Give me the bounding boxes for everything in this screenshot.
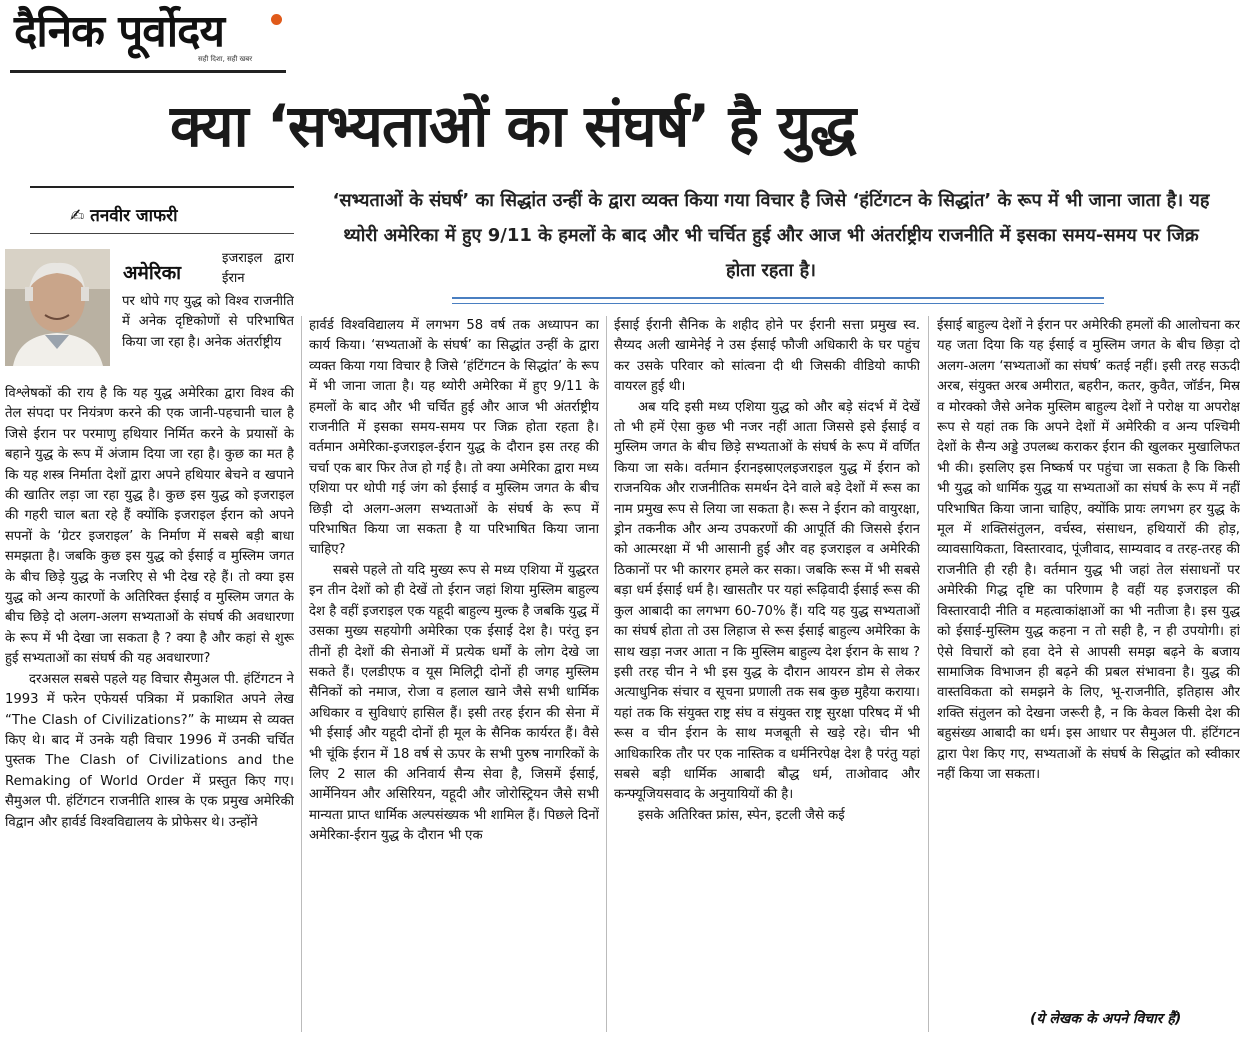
byline-divider-bottom [30, 233, 294, 234]
deck-rule [452, 297, 1104, 299]
paragraph: ईसाई बाहुल्य देशों ने ईरान पर अमेरिकी हमलों की आलोचना कर यह जता दिया कि यह ईसाई व मुस्लिम जगत के बीच छिड़ा दो अलग-अलग ‘सभ्यताओं का संघर्ष’ कतई नहीं। इसी तरह सऊदी अरब, संयुक्त अरब अमीरात, बहरीन, कतर, कुवैत, जॉर्डन, मिस्र व मोरक्को जैसे अनेक मुस्लिम बाहुल्य देशों ने परोक्ष या अपरोक्ष रूप से यहां तक कि अपने देशों में अमेरिकी व अन्य पश्चिमी देशों के सैन्य अड्डे उपलब्ध कराकर ईरान की खुलकर मुखालिफत भी की। इसलिए इस निष्कर्ष पर पहुंचा जा सकता है कि किसी भी युद्ध को धार्मिक युद्ध या सभ्यताओं का संघर्ष के रूप में नहीं परिभाषित किया जाना चाहिए, क्योंकि प्रायः लगभग हर युद्ध के मूल में शक्तिसंतुलन, वर्चस्व, संसाधन, हथियारों की होड़, व्यावसायिकता, विस्तारवाद, पूंजीवाद, साम्यवाद व तरह-तरह की राजनीति ही रही है। वर्तमान युद्ध भी जहां तेल संसाधनों पर अमेरिकी गिद्ध दृष्टि का परिणाम है वहीं यह इजराइल की विस्तारवादी नीति व महत्वाकांक्षाओं का भी नतीजा है। इस युद्ध को ईसाई-मुस्लिम युद्ध कहना न तो सही है, न ही उपयोगी। हां ऐसे विचारों को हवा देने से आपसी समझ बढ़ने के बजाय सामाजिक विभाजन ही बढ़ने की प्रबल संभावना है। युद्ध की वास्तविकता को समझने के लिए, भू-राजनीति, इतिहास और शक्ति संतुलन को देखना जरूरी है, न कि केवल किसी देश की बहुसंख्य आबादी का धर्म। इस आधार पर सैमुअल पी. हंटिंगटन द्वारा पेश किए गए, सभ्यताओं के संघर्ष के सिद्धांत को स्वीकार नहीं किया जा सकता। [937, 318, 1240, 782]
paragraph: हार्वर्ड विश्वविद्यालय में लगभग 58 वर्ष तक अध्यापन का कार्य किया। ‘सभ्यताओं के संघर्ष’ का सिद्धांत उन्हीं के द्वारा व्यक्त किया गया विचार है जिसे ‘हंटिंगटन के सिद्धांत’ के रूप में भी जाना जाता है। यह थ्योरी अमेरिका में हुए 9/11 के हमलों के बाद और भी चर्चित हुई और आज भी अंतर्राष्ट्रीय राजनीति में इसका समय-समय पर जिक्र होता रहता है। वर्तमान अमेरिका-इजराइल-ईरान युद्ध के दौरान इस तरह की चर्चा एक बार फिर तेज हो गई है। तो क्या अमेरिका द्वारा मध्य एशिया पर थोपी गई जंग को ईसाई व मुस्लिम जगत के बीच छिड़ी दो अलग-अलग सभ्यताओं के संघर्ष के रूप में परिभाषित किया जा सकता है या परिभाषित किया जाना चाहिए? [309, 318, 599, 558]
column-divider [928, 316, 929, 1032]
byline-divider-top [30, 186, 294, 188]
paragraph: सबसे पहले तो यदि मुख्य रूप से मध्य एशिया में युद्धरत इन तीन देशों को ही देखें तो ईरान जहां शिया मुस्लिम बाहुल्य देश है वहीं इजराइल एक यहूदी बाहुल्य मुल्क है जबकि युद्ध में उसका मुख्य सहयोगी अमेरिका एक ईसाई देश है। परंतु इन तीनों ही देशों की सेनाओं में प्रत्येक धर्मों के लोग देखे जा सकते हैं। एलडीएफ व यूस मिलिट्री दोनों ही जगह मुस्लिम सैनिकों को नमाज, रोजा व हलाल खाने जैसे सभी धार्मिक अधिकार व सुविधाएं हासिल हैं। इसी तरह ईरान की सेना में भी ईसाई और यहूदी दोनों ही मूल के सैनिक कार्यरत हैं। वैसे भी चूंकि ईरान में 18 वर्ष से ऊपर के सभी पुरुष नागरिकों के लिए 2 साल की अनिवार्य सैन्य सेवा है, जिसमें ईसाई, आर्मेनियन और असिरियन, यहूदी और जोरोस्ट्रियन जैसे सभी मान्यता प्राप्त धार्मिक अल्पसंख्यक भी शामिल हैं। पिछले दिनों अमेरिका-ईरान युद्ध के दौरान भी एक [309, 562, 599, 844]
byline: ✍ तनवीर जाफरी [70, 206, 178, 226]
article-column-1 [5, 384, 294, 1032]
author-photo [5, 249, 110, 366]
paragraph: इसके अतिरिक्त फ्रांस, स्पेन, इटली जैसे कई [638, 807, 845, 823]
article-intro: पर थोपे गए युद्ध को विश्व राजनीति में अनेक दृष्टिकोणों से परिभाषित किया जा रहा है। अनेक अंतर्राष्ट्रीय [122, 294, 294, 350]
author-disclaimer: (ये लेखक के अपने विचार हैं) [1030, 1011, 1182, 1027]
author-portrait-icon [5, 249, 110, 366]
article-column-2 [309, 316, 599, 1032]
paragraph: ईसाई ईरानी सैनिक के शहीद होने पर ईरानी सत्ता प्रमुख स्व. सैय्यद अली खामेनेई ने उस ईसाई फौजी अधिकारी के घर पहुंच कर उसके परिवार को सांत्वना दी थी जिसकी वीडियो काफी वायरल हुई थी। [614, 318, 920, 395]
article-column-4 [937, 316, 1240, 996]
column-divider [301, 316, 302, 1032]
paragraph: दरअसल सबसे पहले यह विचार सैमुअल पी. हंटिंगटन ने 1993 में फरेन एफेयर्स पत्रिका में प्रकाशित अपने लेख “The Clash of Civilizations?” के माध्यम से व्यक्त किए थे। बाद में उनके यही विचार 1996 में उनकी चर्चित पुस्तक The Clash of Civilizations and the Remaking of World Order में प्रस्तुत किए गए। सैमुअल पी. हंटिंगटन राजनीति शास्त्र के एक प्रमुख अमेरिकी विद्वान और हार्वर्ड विश्वविद्यालय के प्रोफेसर थे। उन्होंने [5, 671, 294, 830]
masthead-logo-dot [271, 14, 282, 25]
deck-rule-thin [452, 303, 1104, 304]
column-divider [606, 316, 607, 1032]
article-lead: इजराइल द्वारा ईरान [222, 251, 294, 287]
masthead-rule [10, 70, 286, 73]
paragraph: अब यदि इसी मध्य एशिया युद्ध को और बड़े संदर्भ में देखें तो भी हमें ऐसा कुछ भी नजर नहीं आता जिससे इसे ईसाई व मुस्लिम जगत के बीच छिड़े सभ्यताओं के संघर्ष के रूप में वर्णित किया जा सके। वर्तमान ईरानइस्राएलइजराइल युद्ध में ईरान को राजनयिक और राजनीतिक समर्थन देने वाले बड़े देशों में रूस का नाम प्रमुख रूप से लिया जा सकता है। रूस ने ईरान को वायुरक्षा, ड्रोन तकनीक और अन्य उपकरणों की आपूर्ति की जिससे ईरान को आत्मरक्षा में भी आसानी हुई और वह इजराइल व अमेरिकी ठिकानों पर भी कारगर हमले कर सका। जबकि रूस में भी सबसे बड़ा धर्म ईसाई धर्म है। खासतौर पर यहां रूढ़िवादी ईसाई रूस की कुल आबादी का लगभग 60-70% हैं। यदि यह युद्ध सभ्यताओं का संघर्ष होता तो उस लिहाज से रूस ईसाई बाहुल्य अमेरिका के साथ खड़ा नजर आता न कि मुस्लिम बाहुल्य देश ईरान के साथ ? इसी तरह चीन ने भी इस युद्ध के दौरान आयरन डोम से लेकर अत्याधुनिक संचार व सूचना प्रणाली तक सब कुछ मुहैया कराया। यहां तक कि संयुक्त राष्ट्र संघ व संयुक्त राष्ट्र सुरक्षा परिषद में भी रूस व चीन ईरान के साथ मजबूती से खड़े रहे। चीन भी आधिकारिक तौर पर एक नास्तिक व धर्मनिरपेक्ष देश है परंतु यहां सबसे बड़ी धार्मिक आबादी बौद्ध धर्म, ताओवाद और कन्फ्यूजियसवाद के अनुयायियों की है। [614, 399, 920, 803]
article-headline: क्या ‘सभ्यताओं का संघर्ष’ है युद्ध [170, 92, 856, 160]
paragraph: विश्लेषकों की राय है कि यह युद्ध अमेरिका द्वारा विश्व की तेल संपदा पर नियंत्रण करने की एक जानी-पहचानी चाल है जिसे ईरान पर परमाणु हथियार निर्मित करने के प्रयासों के बहाने युद्ध के रूप में अंजाम दिया जा रहा है। कुछ का मत है कि यह शस्त्र निर्माता देशों द्वारा अपने हथियार बेचने व खपाने की खातिर लड़ा जा रहा युद्ध है। कुछ इस युद्ध को इजराइल की गहरी चाल बता रहे हैं क्योंकि इजराइल ईरान को अपने सपनों के ‘ग्रेटर इजराइल’ के निर्माण में सबसे बड़ी बाधा समझता है। जबकि कुछ इस युद्ध को ईसाई व मुस्लिम जगत के बीच छिड़े युद्ध के नजरिए से भी देख रहे हैं। तो क्या इस युद्ध को अन्य कारणों के अतिरिक्त ईसाई व मुस्लिम जगत के बीच छिड़े दो अलग-अलग सभ्यताओं के संघर्ष की अवधारणा के रूप में भी देखा जा सकता है ? क्या है और कहां से शुरू हुई सभ्यताओं का संघर्ष की यह अवधारणा? [5, 386, 294, 667]
dateline: अमेरिका [123, 262, 182, 284]
masthead-title: दैनिक पूर्वोदय [14, 6, 225, 57]
masthead-tagline: सही दिशा, सही खबर [198, 55, 253, 63]
article-deck: ‘सभ्यताओं के संघर्ष’ का सिद्धांत उन्हीं के द्वारा व्यक्त किया गया विचार है जिसे ‘हंटिंगटन के सिद्धांत’ के रूप में भी जाना जाता है। यह थ्योरी अमेरिका में हुए 9/11 के हमलों के बाद और भी चर्चित हुई और आज भी अंतर्राष्ट्रीय राजनीति में इसका समय-समय पर जिक्र होता रहता है। [332, 190, 1210, 281]
article-column-3 [614, 316, 920, 1032]
